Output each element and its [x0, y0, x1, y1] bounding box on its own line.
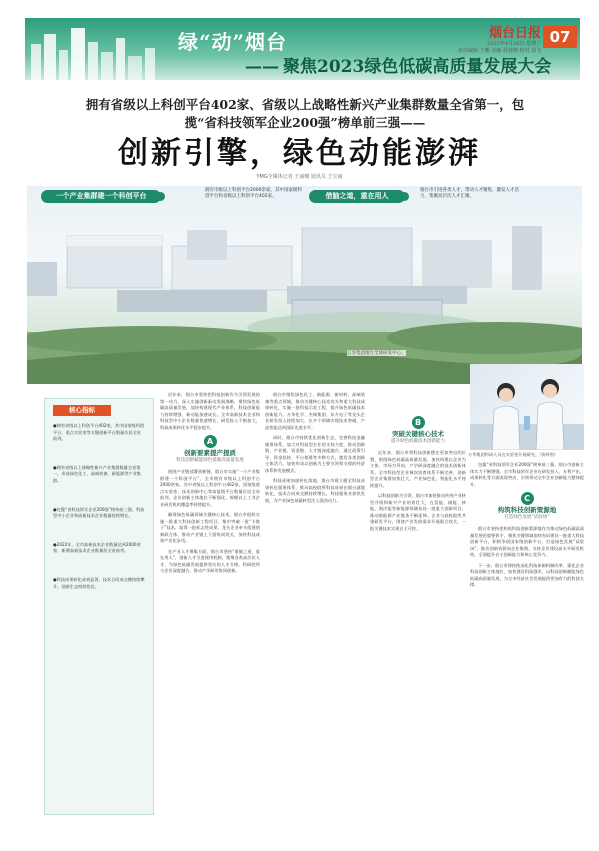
campus-photo	[27, 186, 582, 384]
lead-paragraph: 拥有省级以上科创平台402家、省级以上战略性新兴产业集群数量全省第一，包揽“省科技领军企业200强”榜单前三强——	[85, 97, 525, 130]
tag-one-platform-per-cluster: 一个产业集群建一个科创平台	[41, 190, 161, 203]
key-indicators-box	[44, 398, 154, 815]
article-column-4	[470, 462, 584, 589]
body-paragraph: 近年来，烟台市坚持把科技创新作为引领发展的第一动力，深入实施创新驱动发展战略，聚焦绿色低碳高质量发展，加快构建现代产业体系，科技创新能力持续增强，新动能加速成长。全市高新技术企业和科技型中小企业数量快速增长，研发投入不断加大，科技成果转化水平稳步提升。	[160, 392, 260, 430]
masthead-title: 烟台日报	[488, 26, 541, 41]
section-c-header	[470, 492, 584, 521]
list-item: ●包揽“省科技领军企业200强”榜单前三强，科技型中小企业和高新技术企业数量持续增长。	[53, 506, 145, 519]
tag-dot-icon	[156, 192, 165, 201]
masthead-date: 2023年4月26日 星期三	[487, 41, 541, 47]
body-paragraph: 科技成果加速转化落地，烟台市建立健全科技成果转化服务体系，推动高校院所科技成果在烟台就地转化，技术合同成交额持续增长，科技服务业加快发展，为产业绿色低碳转型注入强劲动力。	[265, 478, 365, 503]
main-headline: 创新引擎，绿色动能澎湃	[118, 136, 481, 171]
section-slogan	[245, 52, 551, 77]
lab-photo	[470, 364, 584, 450]
section-subtitle: 科技创新赋能绿色低碳高质量发展	[176, 458, 244, 463]
slogan-dash: ——	[245, 57, 279, 77]
list-item: ●拥有省级以上科创平台402家，其中国家级科创平台、重点实验室等关键创新平台数量位居全省前列。	[53, 423, 145, 442]
body-paragraph: 烟台市坚持把构筑科技创新策源地作为推动绿色低碳高质量发展的重要抓手，聚焦关键领域加快布局建设一批重大科技创新平台，积极争创国家级创新平台，打造绿色发展“试验场”。推动创新资源向企业集聚，支持企业建设高水平研发机构，全面提升自主创新能力和核心竞争力。	[470, 526, 584, 557]
body-paragraph: 在产业人才聚集方面，烟台市坚持“借脑之道，重在用人”，创新人才引进使用机制，集聚各类高层次人才，为绿色低碳发展提供坚实的人才支撑。科研院所与企业深度融合，推动产学研用协同创新。	[160, 548, 260, 573]
body-paragraph: 以科技创新为引领，烟台市加快推动传统产业转型升级和新兴产业培育壮大，在氢能、储能、核能、海洋能等新能源领域布局一批重大创新项目，推动新能源产业链条不断延伸。企业与高校院所共建研发平台，围绕产业发展需求开展联合攻关，一批关键技术实现自主可控。	[370, 493, 466, 531]
article-column-2	[265, 392, 365, 504]
researchers-illustration	[470, 364, 584, 450]
list-item: ●2022年，全市高新技术企业数量达到2000余家，新增高新技术企业数量居全省前列。	[53, 541, 141, 554]
body-paragraph: 烟台市聚焦绿色化工、新能源、新材料、高端装备等重点领域，推动关键核心技术攻关和重大科技成果转化，实施一批科技示范工程，提升绿色低碳技术创新能力。万华化学、杰瑞集团、东方电子等龙头企业研发投入持续加大，在多个领域实现技术突破，产品性能达到国际先进水平。	[265, 392, 365, 430]
section-kicker: 绿“动”烟台	[178, 30, 288, 54]
city-skyline-graphic	[25, 22, 165, 80]
tag-dot-icon	[400, 192, 409, 201]
key-indicators-list	[53, 423, 145, 612]
campus-buildings-illustration	[27, 210, 582, 384]
section-subtitle: 打造绿色发展“试验场”	[504, 515, 550, 520]
tag-note-1: 拥有市级以上科创平台2000余家，其中国家级科创平台和省级以上科创平台402家。	[205, 188, 302, 199]
body-paragraph: 包揽“省科技领军企业200强”榜单前三强，烟台市创新主体实力不断增强。全市科技领军企业在研发投入、专利产出、成果转化等方面表现突出，引领带动全市企业创新能力整体提升。	[470, 462, 584, 487]
byline: YMG全媒体记者 王丽娜 通讯员 王宝丽	[256, 174, 343, 180]
photo-caption: 万华集团烟台全球研发中心。	[347, 351, 406, 356]
newspaper-masthead	[458, 22, 541, 55]
body-paragraph: 近年来，烟台市将科技创新摆在更加突出的位置，围绕绿色低碳高质量发展，加快构建以企业为主体、市场为导向、产学研深度融合的技术创新体系。全市科技型企业梯次培育体系不断完善，创新型企业集群加快壮大，产业绿色化、智能化水平持续提升。	[370, 450, 466, 488]
section-badge: A	[204, 435, 217, 448]
section-subtitle: 提升绿色低碳技术创新能力	[391, 439, 445, 444]
key-indicators-title: 核心指标	[53, 405, 111, 416]
lab-photo-caption: 万华集团科研人员在实验室开展研究。（资料图）	[468, 452, 559, 457]
masthead-editors: 责任编辑 于鹏 美编 孙春晓 校对 刘飞	[458, 48, 541, 54]
list-item: ●拥有省级以上战略性新兴产业集群数量全省第一，形成绿色化工、高端装备、新能源等产业集群。	[53, 464, 141, 483]
body-paragraph: 围绕产业链部署创新链，烟台市实施“一个产业集群建一个科创平台”，全市拥有市级以上科创平台2000余家，其中省级以上科创平台402家，国家级重点实验室、技术创新中心等高能级平台数量位居全省前列。企业创新主体地位不断强化，规模以上工业企业研发机构覆盖率持续提升。	[160, 469, 260, 507]
slogan-text: 聚焦2023绿色低碳高质量发展大会	[283, 57, 552, 77]
tag-note-2: 烟台市引进各类人才，带动人才聚集，激发人才活力，集聚高层次人才汇聚。	[420, 188, 519, 199]
section-b-header	[370, 416, 466, 445]
article-column-1	[160, 392, 260, 575]
body-paragraph: 同时，烟台市持续优化创新生态，完善科技金融服务体系，加大对科技型企业的支持力度，推动创新链、产业链、资金链、人才链深度融合。通过政策引导、资金扶持、平台搭建等多种方式，激发各类创新主体活力，加快形成以创新为主要引领和支撑的经济体系和发展模式。	[265, 435, 365, 473]
page-number: 07	[543, 26, 577, 48]
tag-talent: 借脑之道，重在用人	[309, 190, 405, 203]
article-column-3	[370, 392, 466, 532]
body-paragraph: 瞄准绿色低碳领域关键核心技术，烟台市组织实施一批重大科技创新工程项目，集中突破一批“卡脖子”技术，取得一批标志性成果。龙头企业牵头组建创新联合体，推动产业链上下游协同攻关，加快科技成果产业化步伐。	[160, 512, 260, 543]
body-paragraph: 下一步，烟台市将持续深化科技体制机制改革，强化企业科技创新主体地位，加快建设科技强市，以科技创新赋能绿色低碳高质量发展，为全市经济社会发展提供更加有力的科技支撑。	[470, 562, 584, 587]
section-title: 构筑科技创新策源地	[497, 506, 557, 514]
section-badge: C	[521, 492, 534, 505]
section-title: 创新要素提产提质	[184, 449, 236, 457]
list-item: ●科技成果转化成效显著，技术合同成交额持续攀升，创新生态持续优化。	[53, 576, 145, 589]
section-badge: B	[412, 416, 425, 429]
section-title: 突破关键核心技术	[392, 430, 444, 438]
section-a-header	[160, 435, 260, 464]
